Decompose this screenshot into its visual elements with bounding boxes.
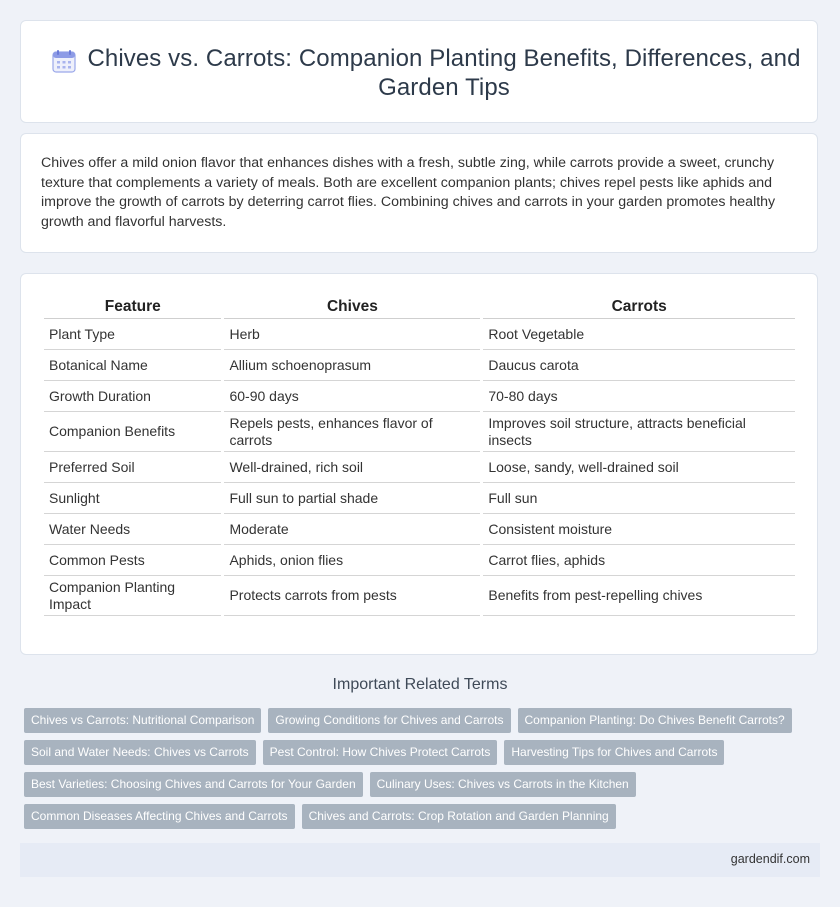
related-term-link[interactable]: Harvesting Tips for Chives and Carrots — [504, 740, 724, 765]
calendar-icon — [51, 48, 77, 74]
comparison-table — [41, 296, 798, 616]
header-feature: Feature — [44, 296, 221, 319]
related-term-link[interactable]: Chives vs Carrots: Nutritional Comparison — [24, 708, 261, 733]
intro-card — [20, 133, 818, 253]
cell-chives: Moderate — [224, 514, 480, 545]
table-row — [44, 412, 795, 452]
cell-carrots: Daucus carota — [483, 350, 795, 381]
cell-carrots: Benefits from pest-repelling chives — [483, 576, 795, 616]
table-header-row — [44, 296, 795, 319]
related-term-link[interactable]: Soil and Water Needs: Chives vs Carrots — [24, 740, 256, 765]
intro-paragraph: Chives offer a mild onion flavor that enhances dishes with a fresh, subtle zing, while carrots provide a sweet, crunchy texture that complements a variety of meals. Both are excellent companion plants; chives repel pests like aphids and improve the growth of carrots by deterring carrot flies. Combining chives and carrots in your garden promotes healthy growth and flavorful harvests. — [41, 155, 776, 230]
cell-chives: Well-drained, rich soil — [224, 452, 480, 483]
cell-feature: Preferred Soil — [44, 452, 221, 483]
table-row — [44, 319, 795, 350]
cell-chives: Aphids, onion flies — [224, 545, 480, 576]
header-carrots: Carrots — [483, 296, 795, 319]
related-term-link[interactable]: Companion Planting: Do Chives Benefit Carrots? — [518, 708, 792, 733]
cell-feature: Companion Planting Impact — [44, 576, 221, 616]
cell-feature: Water Needs — [44, 514, 221, 545]
cell-carrots: Root Vegetable — [483, 319, 795, 350]
cell-chives: Herb — [224, 319, 480, 350]
table-row — [44, 545, 795, 576]
cell-carrots: Improves soil structure, attracts beneficial insects — [483, 412, 795, 452]
related-term-link[interactable]: Growing Conditions for Chives and Carrots — [268, 708, 510, 733]
table-row — [44, 576, 795, 616]
table-row — [44, 483, 795, 514]
header-chives: Chives — [224, 296, 480, 319]
related-terms-heading: Important Related Terms — [332, 676, 508, 693]
related-term-link[interactable]: Chives and Carrots: Crop Rotation and Garden Planning — [302, 804, 616, 829]
cell-carrots: Carrot flies, aphids — [483, 545, 795, 576]
related-term-link[interactable]: Pest Control: How Chives Protect Carrots — [263, 740, 498, 765]
comparison-card — [20, 273, 818, 655]
related-term-link[interactable]: Best Varieties: Choosing Chives and Carrots for Your Garden — [24, 772, 363, 797]
table-row — [44, 514, 795, 545]
cell-chives: Full sun to partial shade — [224, 483, 480, 514]
cell-feature: Common Pests — [44, 545, 221, 576]
related-terms-list — [24, 708, 824, 836]
footer — [20, 843, 820, 877]
cell-chives: Repels pests, enhances flavor of carrots — [224, 412, 480, 452]
title-card — [20, 20, 818, 123]
footer-site-link[interactable]: gardendif.com — [730, 852, 810, 866]
cell-feature: Botanical Name — [44, 350, 221, 381]
cell-feature: Companion Benefits — [44, 412, 221, 452]
table-row — [44, 452, 795, 483]
table-row — [44, 350, 795, 381]
cell-feature: Sunlight — [44, 483, 221, 514]
cell-carrots: Loose, sandy, well-drained soil — [483, 452, 795, 483]
cell-carrots: 70-80 days — [483, 381, 795, 412]
cell-feature: Plant Type — [44, 319, 221, 350]
cell-chives: Protects carrots from pests — [224, 576, 480, 616]
related-term-link[interactable]: Common Diseases Affecting Chives and Carrots — [24, 804, 295, 829]
page-title: Chives vs. Carrots: Companion Planting Benefits, Differences, and Garden Tips — [87, 45, 801, 101]
cell-carrots: Consistent moisture — [483, 514, 795, 545]
cell-feature: Growth Duration — [44, 381, 221, 412]
cell-carrots: Full sun — [483, 483, 795, 514]
cell-chives: Allium schoenoprasum — [224, 350, 480, 381]
cell-chives: 60-90 days — [224, 381, 480, 412]
table-row — [44, 381, 795, 412]
related-term-link[interactable]: Culinary Uses: Chives vs Carrots in the Kitchen — [370, 772, 636, 797]
